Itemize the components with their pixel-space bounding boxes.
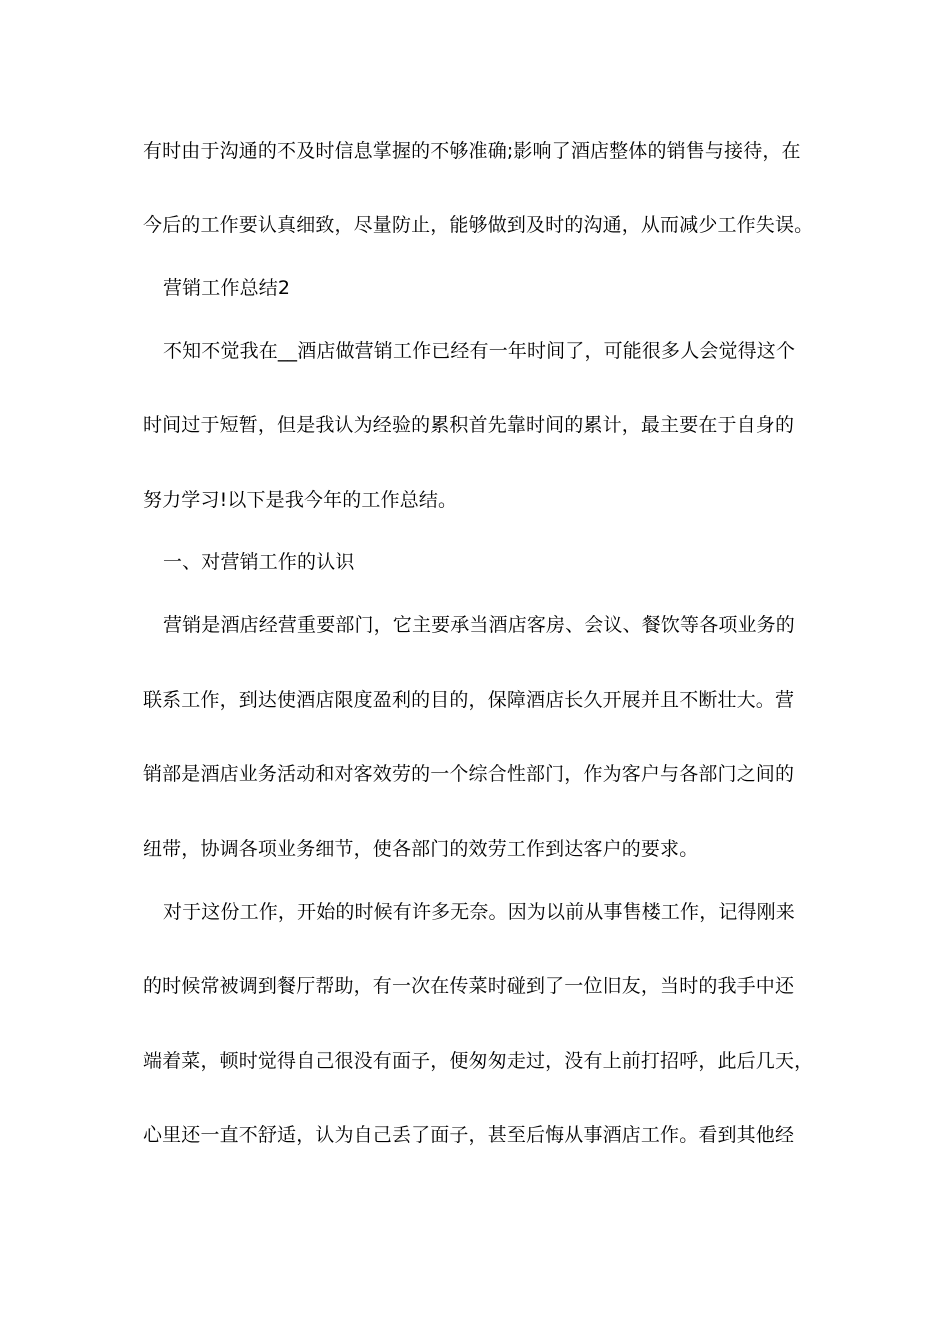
body-text-line: 努力学习!以下是我今年的工作总结。: [143, 489, 458, 511]
body-text-line: 时间过于短暂，但是我认为经验的累积首先靠时间的累计，最主要在于自身的: [143, 414, 795, 436]
body-text-line: 销部是酒店业务活动和对客效劳的一个综合性部门，作为客户与各部门之间的: [143, 763, 795, 785]
body-text-line: 端着菜，顿时觉得自己很没有面子，便匆匆走过，没有上前打招呼，此后几天，: [143, 1050, 814, 1072]
body-text-line: 有时由于沟通的不及时信息掌握的不够准确;影响了酒店整体的销售与接待，在: [143, 140, 801, 162]
body-text-line: 联系工作，到达使酒店限度盈利的目的，保障酒店长久开展并且不断壮大。营: [143, 689, 795, 711]
paragraph-start-line: 对于这份工作，开始的时候有许多无奈。因为以前从事售楼工作，记得刚来: [163, 901, 795, 923]
body-text-line: 纽带，协调各项业务细节，使各部门的效劳工作到达客户的要求。: [143, 838, 699, 860]
body-text-line: 的时候常被调到餐厅帮助，有一次在传菜时碰到了一位旧友，当时的我手中还: [143, 975, 795, 997]
body-text-line: 心里还一直不舒适，认为自己丢了面子，甚至后悔从事酒店工作。看到其他经: [143, 1124, 795, 1146]
subsection-heading: 一、对营销工作的认识: [163, 551, 355, 573]
paragraph-start-line: 营销是酒店经营重要部门，它主要承当酒店客房、会议、餐饮等各项业务的: [163, 614, 795, 636]
body-text-line: 今后的工作要认真细致，尽量防止，能够做到及时的沟通，从而减少工作失误。: [143, 214, 814, 236]
paragraph-start-line: 不知不觉我在__酒店做营销工作已经有一年时间了，可能很多人会觉得这个: [163, 340, 796, 362]
section-heading: 营销工作总结2: [163, 277, 291, 299]
